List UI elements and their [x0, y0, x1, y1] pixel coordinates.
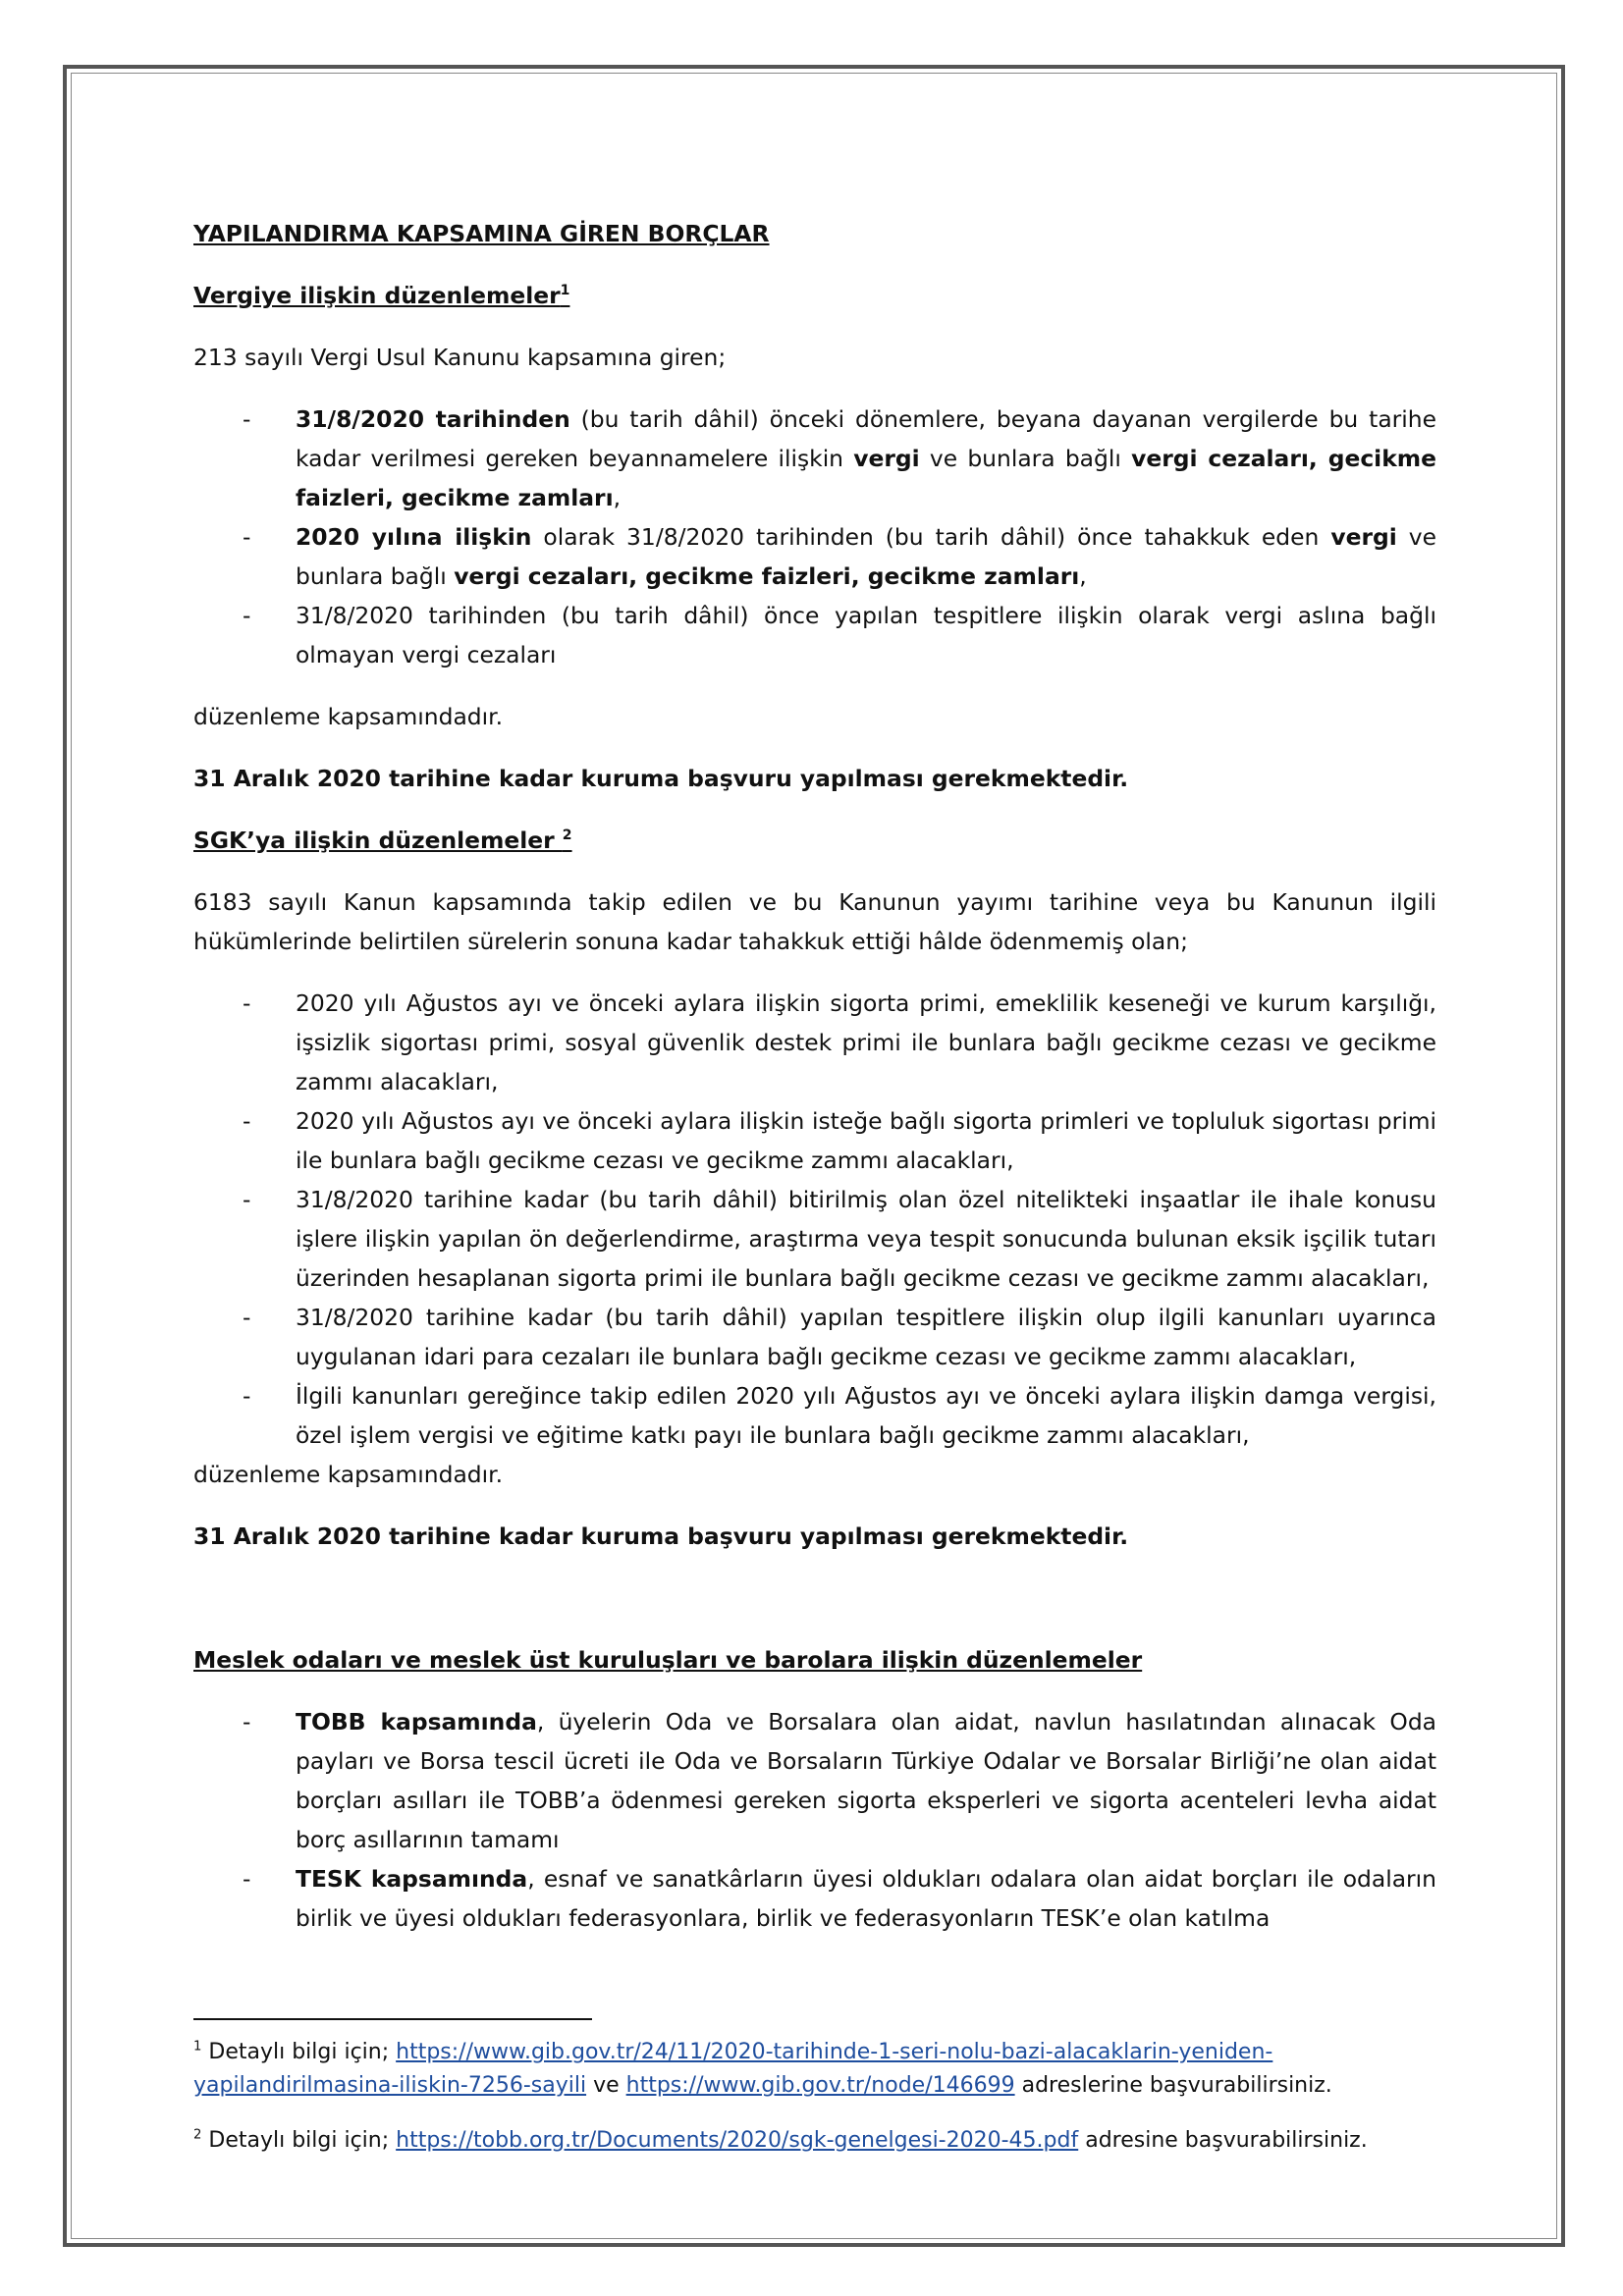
list-item: - 2020 yılı Ağustos ayı ve önceki aylara ilişkin sigorta primi, emeklilik keseneği ve kurum karşılığı, işsizlik sigortası primi, sosyal güvenlik destek primi ile bunlara bağlı gecikme cezası ve gecikme zammı alacakları, — [243, 989, 1436, 1095]
list-item: - 2020 yılına ilişkin olarak 31/8/2020 tarihinden (bu tarih dâhil) önce tahakkuk eden vergi ve bunlara bağlı vergi cezaları, gecikme faizleri, gecikme zamları, — [243, 523, 1437, 590]
sgk-items-list — [193, 984, 1436, 1455]
sgk-closing: düzenleme kapsamındadır. — [193, 1461, 504, 1488]
list-item: - 31/8/2020 tarihine kadar (bu tarih dâhil) bitirilmiş olan özel nitelikteki inşaatlar ile ihale konusu işlere ilişkin yapılan ön değerlendirme, araştırma veya tespit sonucunda bulunan eksik işçilik tutarı üzerinden hesaplanan sigorta primi ile bunlara bağlı gecikme cezası ve gecikme zammı alacakları, — [243, 1186, 1436, 1292]
footnote-1: $^1$ Detaylı bilgi için; https://www.gib.gov.tr/24/11/2020-tarihinde-1-seri-nolu-bazi-alacaklarin-yeniden-yapilandirilmasina-iliskin-7256-sayili ve https://www.gib.gov.tr/node/146699 adreslerine başvurabilirsiniz. — [193, 2039, 1332, 2098]
tax-intro: 213 sayılı Vergi Usul Kanunu kapsamına giren; — [193, 344, 727, 371]
tax-closing: düzenleme kapsamındadır. — [193, 703, 504, 730]
document-body — [193, 214, 1436, 1938]
list-item: - TESK kapsamında, esnaf ve sanatkârların üyesi oldukları odalara olan aidat borçları ile odaların birlik ve üyesi oldukları federasyonlara, birlik ve federasyonların TESK’e olan katılma — [243, 1865, 1436, 1932]
tax-heading: Vergiye ilişkin düzenlemeler$^1$ — [193, 282, 570, 309]
chambers-items-list — [193, 1702, 1436, 1938]
tax-deadline: 31 Aralık 2020 tarihine kadar kuruma başvuru yapılması gerekmektedir. — [193, 765, 1129, 792]
footnote-ref-1[interactable]: 1 — [560, 283, 570, 299]
footnote-separator — [193, 2018, 592, 2020]
footnote-ref-2[interactable]: 2 — [562, 828, 572, 844]
footnotes — [193, 2036, 1436, 2158]
footnote-1-link-gib-node[interactable]: https://www.gib.gov.tr/node/146699 — [625, 2073, 1015, 2098]
sgk-intro: 6183 sayılı Kanun kapsamında takip edilen ve bu Kanunun yayımı tarihine veya bu Kanunun ilgili hükümlerinde belirtilen sürelerin sonuna kadar tahakkuk ettiği hâlde ödenmemiş olan; — [193, 888, 1436, 955]
sgk-deadline: 31 Aralık 2020 tarihine kadar kuruma başvuru yapılması gerekmektedir. — [193, 1522, 1129, 1550]
list-item: - 31/8/2020 tarihine kadar (bu tarih dâhil) yapılan tespitlere ilişkin olup ilgili kanunları uyarınca uygulanan idari para cezaları ile bunlara bağlı gecikme cezası ve gecikme zammı alacakları, — [243, 1304, 1436, 1370]
list-item: - 31/8/2020 tarihinden (bu tarih dâhil) önce yapılan tespitlere ilişkin olarak vergi aslına bağlı olmayan vergi cezaları — [243, 602, 1436, 668]
list-item: - TOBB kapsamında, üyelerin Oda ve Borsalara olan aidat, navlun hasılatından alınacak Oda payları ve Borsa tescil ücreti ile Oda ve Borsaların Türkiye Odalar ve Borsalar Birliği’ne olan aidat borçları asılları ile TOBB’a ödenmesi gereken sigorta eksperleri ve sigorta acenteleri levha aidat borç asıllarının tamamı — [243, 1708, 1436, 1853]
sgk-heading: SGK’ya ilişkin düzenlemeler $^2$ — [193, 827, 572, 854]
tax-items-list — [193, 400, 1436, 674]
main-heading: YAPILANDIRMA KAPSAMINA GİREN BORÇLAR — [193, 220, 770, 247]
list-item: - 31/8/2020 tarihinden (bu tarih dâhil) önceki dönemlere, beyana dayanan vergilerde bu tarihe kadar verilmesi gereken beyannamelere ilişkin vergi ve bunlara bağlı vergi cezaları, gecikme faizleri, gecikme zamları, — [243, 405, 1436, 511]
footnote-1-link-gib[interactable]: https://www.gib.gov.tr/24/11/2020-tarihinde-1-seri-nolu-bazi-alacaklarin-yeniden-yapilandirilmasina-iliskin-7256-sayili — [193, 2040, 1273, 2098]
list-item: - 2020 yılı Ağustos ayı ve önceki aylara ilişkin isteğe bağlı sigorta primleri ve topluluk sigortası primi ile bunlara bağlı gecikme cezası ve gecikme zammı alacakları, — [243, 1107, 1436, 1174]
footnote-2-link-tobb[interactable]: https://tobb.org.tr/Documents/2020/sgk-genelgesi-2020-45.pdf — [396, 2128, 1079, 2153]
chambers-heading: Meslek odaları ve meslek üst kuruluşları ve barolara ilişkin düzenlemeler — [193, 1646, 1143, 1674]
footnote-2: $^2$ Detaylı bilgi için; https://tobb.org.tr/Documents/2020/sgk-genelgesi-2020-45.pdf adresine başvurabilirsiniz. — [193, 2127, 1368, 2153]
list-item: - İlgili kanunları gereğince takip edilen 2020 yılı Ağustos ayı ve önceki aylara ilişkin damga vergisi, özel işlem vergisi ve eğitime katkı payı ile bunlara bağlı gecikme zammı alacakları, — [243, 1382, 1436, 1449]
